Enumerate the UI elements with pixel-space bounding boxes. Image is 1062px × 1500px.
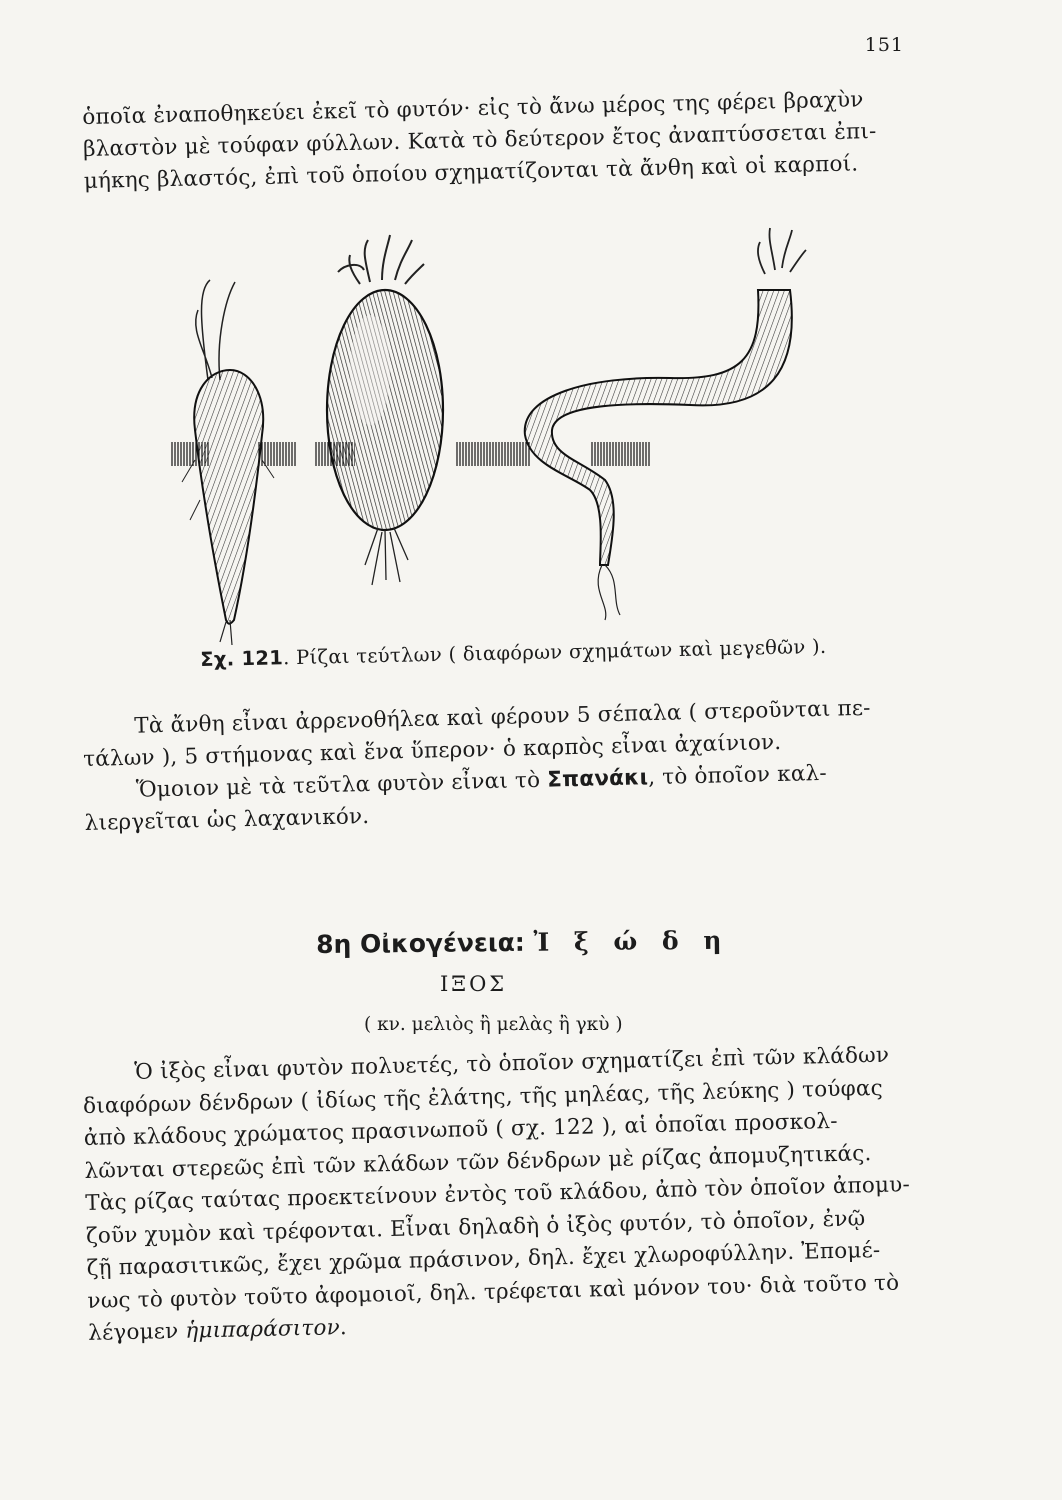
text-line: ὁποῖα ἐναποθηκεύει ἐκεῖ τὸ φυτόν· εἰς τὸ ἄνω μέρος της φέρει βραχὺν <box>82 87 864 130</box>
semiparasite-term: ἡμιπαράσιτον <box>185 1315 341 1344</box>
text-line: βλαστὸν μὲ τούφαν φύλλων. Κατὰ τὸ δεύτερον ἔτος ἀναπτύσσεται ἐπι- <box>82 118 877 162</box>
text-line: Ὁ ἰξὸς εἶναι φυτὸν πολυετές, τὸ ὁποῖον σχηματίζει ἐπὶ τῶν κλάδων <box>134 1042 890 1085</box>
round-beet-root <box>327 235 443 585</box>
beet-roots-illustration <box>150 220 950 650</box>
figure-label: Σχ. 121 <box>200 646 284 671</box>
text-line: ζῇ παρασιτικῶς, ἔχει χρῶμα πράσινον, δηλ. ἔχει χλωροφύλλην. Ἐπομέ- <box>86 1237 881 1281</box>
text-line: τάλων ), 5 στήμονας καὶ ἕνα ὕπερον· ὁ καρπὸς εἶναι ἀχαίνιον. <box>82 729 782 772</box>
text-line: λῶνται στερεῶς ἐπὶ τῶν κλάδων τῶν δένδρων μὲ ρίζας ἀπομυζητικάς. <box>84 1140 872 1184</box>
text-fragment: Ὅμοιον μὲ τὰ τεῦτλα φυτὸν εἶναι τὸ <box>135 767 548 803</box>
text-line: λιεργεῖται ὡς λαχανικόν. <box>84 804 370 836</box>
curved-beet-root <box>525 228 806 620</box>
family-label: 8η Οἰκογένεια: <box>316 927 534 959</box>
text-fragment: . <box>339 1315 348 1341</box>
text-line: Τὰς ρίζας ταύτας προεκτείνουν ἐντὸς τοῦ κλάδου, ἀπὸ τὸν ὁποῖον ἀπομυ- <box>85 1172 911 1216</box>
text-line: διαφόρων δένδρων ( ἰδίως τῆς ἐλάτης, τῆς μηλέας, τῆς λεύκης ) τούφας <box>82 1075 884 1119</box>
family-heading <box>316 926 730 959</box>
text-line: μήκης βλαστός, ἐπὶ τοῦ ὁποίου σχηματίζονται τὰ ἄνθη καὶ οἱ καρποί. <box>83 151 859 194</box>
spinach-term: Σπανάκι <box>546 765 649 793</box>
paragraph-flowers <box>82 691 943 840</box>
text-line: ζοῦν χυμὸν καὶ τρέφονται. Εἶναι δηλαδὴ ὁ ἰξὸς φυτόν, τὸ ὁποῖον, ἐνῷ <box>85 1205 866 1249</box>
genus-title: ΙΞΟΣ <box>440 972 508 996</box>
paragraph-beet-growth <box>82 83 942 198</box>
text-fragment: , τὸ ὁποῖον καλ- <box>647 760 828 791</box>
text-line: ἀπὸ κλάδους χρώματος πρασινωποῦ ( σχ. 122 ), αἱ ὁποῖαι προσκολ- <box>83 1108 838 1151</box>
family-name: Ἰ ξ ώ δ η <box>533 925 730 957</box>
figure-caption-text: . Ρίζαι τεύτλων ( διαφόρων σχημάτων καὶ μεγεθῶν ). <box>282 634 827 670</box>
paragraph-mistletoe <box>82 1039 946 1351</box>
text-line: νως τὸ φυτὸν τοῦτο ἀφομοιοῖ, δηλ. τρέφεται καὶ μόνον του· διὰ τοῦτο τὸ <box>87 1270 900 1314</box>
common-names: ( κν. μελιὸς ἢ μελὰς ἢ γκὺ ) <box>364 1014 623 1035</box>
text-fragment: λέγομεν <box>87 1318 186 1346</box>
page-number: 151 <box>864 34 904 56</box>
text-line: Τὰ ἄνθη εἶναι ἀρρενοθήλεα καὶ φέρουν 5 σέπαλα ( στεροῦνται πε- <box>134 695 871 739</box>
